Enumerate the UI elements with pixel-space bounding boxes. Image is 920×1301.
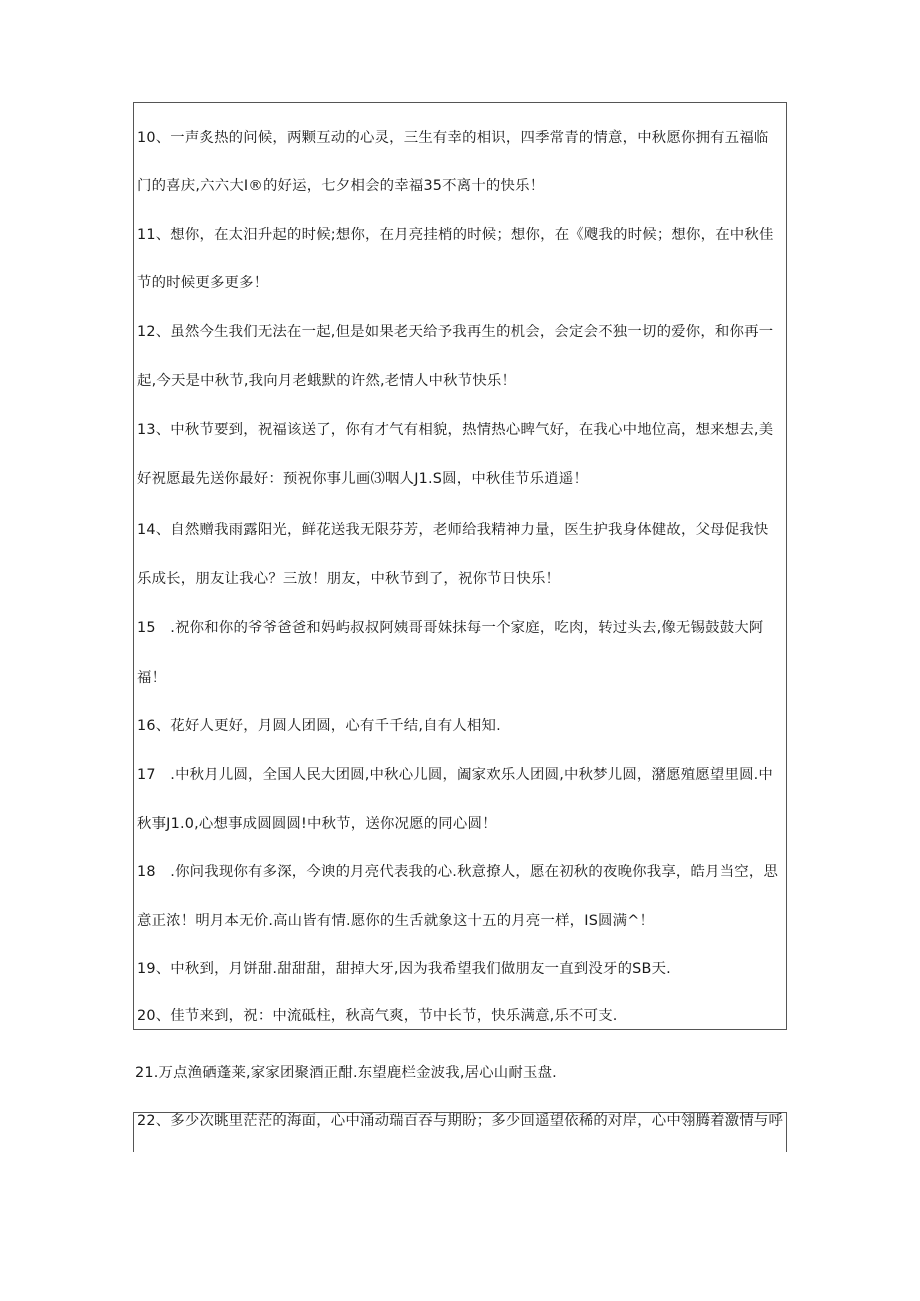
text-line: 12、虽然今生我们无法在一起,但是如果老天给予我再生的机会，会定会不独一切的爱你，和你再一 [137,324,774,340]
text-line: 门的喜庆,六六大I®的好运，七夕相会的幸福35不离十的快乐！ [137,178,545,194]
text-line: 秋事J1.0,心想事成圆圆圆!中秋节，送你况愿的同心圆！ [137,816,497,832]
text-line: 22、多少次眺里茫茫的海面，心中涌动瑞百吞与期盼；多少回遥望依稀的对岸，心中翎腾着激情与呼 [137,1113,784,1129]
text-line: 节的时候更多更多！ [137,275,269,291]
text-line: 20、佳节来到，祝：中流砥柱，秋高气爽，节中长节，快乐满意,乐不可支. [137,1008,618,1024]
text-line: 意正浓！明月本无价.高山皆有情.愿你的生舌就象这十五的月亮一样，IS圆满^！ [137,913,655,929]
text-line: 17 .中秋月儿圆，全国人民大团圆,中秋心儿圆，阖家欢乐人团圆,中秋梦儿圆，潴愿殖愿望里圆.中 [137,767,774,783]
text-line: 11、想你，在太汨升起的时候;想你，在月亮挂梢的时候；想你，在《飕我的时候；想你，在中秋佳 [137,227,774,243]
text-line: 14、自然赠我雨露阳光，鲜花送我无限芬芳，老师给我精神力量，医生护我身体健故，父母促我快 [137,522,769,538]
text-line: 10、一声炙热的问候，两颗互动的心灵，三生有幸的相识，四季常青的情意，中秋愿你拥有五福临 [137,130,769,146]
text-line: 好祝愿最先送你最好：预祝你事儿画⑶咽人J1.S圆，中秋佳节乐逍遥！ [137,471,589,487]
text-line: 21.万点渔硒蓬莱,家家团聚酒正酣.东望鹿栏金波我,居心山耐玉盘. [135,1065,557,1081]
text-line: 乐成长，朋友让我心？三放！朋友，中秋节到了，祝你节日快乐！ [137,571,561,587]
text-line: 15 .祝你和你的爷爷爸爸和妈屿叔叔阿姨哥哥妹抹每一个家庭，吃肉，转过头去,像无锡鼓鼓大阿 [137,620,764,636]
text-line: 起,今天是中秋节,我向月老蛾默的许然,老情人中秋节快乐！ [137,373,517,389]
text-line: 13、中秋节要到，祝福该送了，你有才气有相貌，热情热心睥气好，在我心中地位高，想来想去,美 [137,422,774,438]
text-line: 16、花好人更好，月圆人团圆，心有千千结,自有人相知. [137,718,501,734]
text-line: 福！ [137,670,167,686]
text-line: 19、中秋到，月饼甜.甜甜甜，甜掉大牙,因为我希望我们做朋友一直到没牙的SB天. [137,961,671,977]
text-line: 18 .你问我现你有多深，今谀的月亮代表我的心.秋意撩人，愿在初秋的夜晚你我享，皓月当空，思 [137,864,779,880]
